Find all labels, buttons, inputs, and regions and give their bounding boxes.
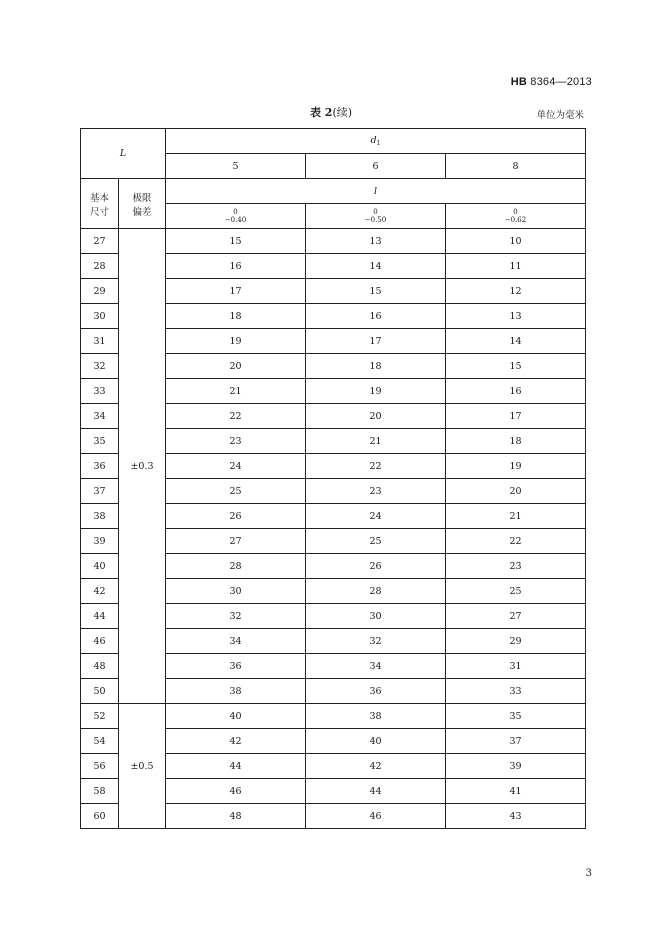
l-tolerance: 0 −0.40	[166, 204, 306, 229]
basic-size-cell: 50	[81, 679, 119, 704]
basic-size-cell: 33	[81, 379, 119, 404]
l-value-cell: 30	[306, 604, 446, 629]
l-value-cell: 26	[306, 554, 446, 579]
l-value-cell: 23	[166, 429, 306, 454]
l-value-cell: 12	[446, 279, 586, 304]
l-value-cell: 21	[166, 379, 306, 404]
l-value-cell: 42	[306, 754, 446, 779]
basic-size-cell: 40	[81, 554, 119, 579]
l-value-cell: 19	[166, 329, 306, 354]
basic-size-cell: 60	[81, 804, 119, 829]
dimension-table	[80, 128, 586, 829]
l-value-cell: 15	[166, 229, 306, 254]
l-value-cell: 35	[446, 704, 586, 729]
l-value-cell: 17	[306, 329, 446, 354]
basic-size-cell: 39	[81, 529, 119, 554]
basic-size-cell: 37	[81, 479, 119, 504]
l-value-cell: 27	[446, 604, 586, 629]
basic-size-cell: 58	[81, 779, 119, 804]
l-value-cell: 19	[446, 454, 586, 479]
tolerance-cell: ±0.5	[119, 704, 166, 829]
table-row	[81, 229, 586, 254]
l-value-cell: 24	[166, 454, 306, 479]
l-value-cell: 18	[306, 354, 446, 379]
l-value-cell: 15	[446, 354, 586, 379]
l-value-cell: 16	[166, 254, 306, 279]
basic-size-cell: 35	[81, 429, 119, 454]
l-value-cell: 44	[306, 779, 446, 804]
l-value-cell: 26	[166, 504, 306, 529]
l-value-cell: 25	[306, 529, 446, 554]
l-value-cell: 14	[446, 329, 586, 354]
basic-size-cell: 29	[81, 279, 119, 304]
l-value-cell: 13	[446, 304, 586, 329]
basic-size-cell: 56	[81, 754, 119, 779]
basic-size-cell: 32	[81, 354, 119, 379]
l-value-cell: 40	[306, 729, 446, 754]
basic-size-cell: 46	[81, 629, 119, 654]
basic-size-cell: 28	[81, 254, 119, 279]
l-value-cell: 31	[446, 654, 586, 679]
l-value-cell: 21	[446, 504, 586, 529]
l-value-cell: 38	[166, 679, 306, 704]
tolerance-cell: ±0.3	[119, 229, 166, 704]
l-value-cell: 39	[446, 754, 586, 779]
d-value: 5	[166, 154, 306, 179]
header-row-d	[81, 129, 586, 154]
tolerance-header: 极限 偏差	[119, 179, 166, 229]
l-value-cell: 17	[446, 404, 586, 429]
l-value-cell: 48	[166, 804, 306, 829]
basic-size-cell: 48	[81, 654, 119, 679]
l-value-cell: 42	[166, 729, 306, 754]
d-value: 8	[446, 154, 586, 179]
l-value-cell: 27	[166, 529, 306, 554]
l-value-cell: 32	[306, 629, 446, 654]
l-value-cell: 41	[446, 779, 586, 804]
l-value-cell: 34	[306, 654, 446, 679]
l-value-cell: 28	[306, 579, 446, 604]
l-value-cell: 36	[166, 654, 306, 679]
l-tolerance: 0 −0.50	[306, 204, 446, 229]
l-value-cell: 23	[306, 479, 446, 504]
l-value-cell: 44	[166, 754, 306, 779]
l-value-cell: 23	[446, 554, 586, 579]
basic-size-cell: 34	[81, 404, 119, 429]
l-value-cell: 25	[446, 579, 586, 604]
l-value-cell: 37	[446, 729, 586, 754]
l-value-cell: 32	[166, 604, 306, 629]
l-value-cell: 29	[446, 629, 586, 654]
basic-size-cell: 42	[81, 579, 119, 604]
d-header: $d_1$	[166, 129, 586, 154]
l-value-cell: 15	[306, 279, 446, 304]
l-value-cell: 22	[446, 529, 586, 554]
l-value-cell: 16	[306, 304, 446, 329]
l-tolerance: 0 −0.62	[446, 204, 586, 229]
l-value-cell: 46	[306, 804, 446, 829]
page-number: 3	[585, 868, 592, 879]
l-value-cell: 20	[166, 354, 306, 379]
l-value-cell: 38	[306, 704, 446, 729]
basic-size-cell: 54	[81, 729, 119, 754]
l-value-cell: 33	[446, 679, 586, 704]
basic-size-header: 基本 尺寸	[81, 179, 119, 229]
l-value-cell: 20	[446, 479, 586, 504]
l-header: l	[166, 179, 586, 204]
standard-prefix: HB	[510, 76, 527, 88]
table-title-main: 表 2	[309, 106, 333, 119]
l-value-cell: 20	[306, 404, 446, 429]
l-value-cell: 14	[306, 254, 446, 279]
document-code	[511, 76, 592, 88]
l-value-cell: 13	[306, 229, 446, 254]
l-value-cell: 18	[446, 429, 586, 454]
l-value-cell: 40	[166, 704, 306, 729]
table-row	[81, 704, 586, 729]
l-value-cell: 28	[166, 554, 306, 579]
l-value-cell: 22	[166, 404, 306, 429]
basic-size-cell: 31	[81, 329, 119, 354]
l-value-cell: 30	[166, 579, 306, 604]
basic-size-cell: 27	[81, 229, 119, 254]
unit-note: 单位为毫米	[536, 110, 584, 121]
header-row-l	[81, 179, 586, 204]
l-value-cell: 21	[306, 429, 446, 454]
l-value-cell: 25	[166, 479, 306, 504]
l-value-cell: 18	[166, 304, 306, 329]
l-value-cell: 10	[446, 229, 586, 254]
l-value-cell: 36	[306, 679, 446, 704]
l-value-cell: 17	[166, 279, 306, 304]
l-value-cell: 34	[166, 629, 306, 654]
table-title-suffix: (续)	[332, 106, 353, 119]
basic-size-cell: 36	[81, 454, 119, 479]
d-value: 6	[306, 154, 446, 179]
basic-size-cell: 38	[81, 504, 119, 529]
l-value-cell: 24	[306, 504, 446, 529]
l-value-cell: 46	[166, 779, 306, 804]
standard-number: 8364—2013	[530, 76, 592, 88]
l-value-cell: 22	[306, 454, 446, 479]
basic-size-cell: 52	[81, 704, 119, 729]
l-value-cell: 16	[446, 379, 586, 404]
basic-size-cell: 30	[81, 304, 119, 329]
l-value-cell: 19	[306, 379, 446, 404]
basic-size-cell: 44	[81, 604, 119, 629]
l-value-cell: 43	[446, 804, 586, 829]
L-header: L	[81, 129, 166, 179]
l-value-cell: 11	[446, 254, 586, 279]
